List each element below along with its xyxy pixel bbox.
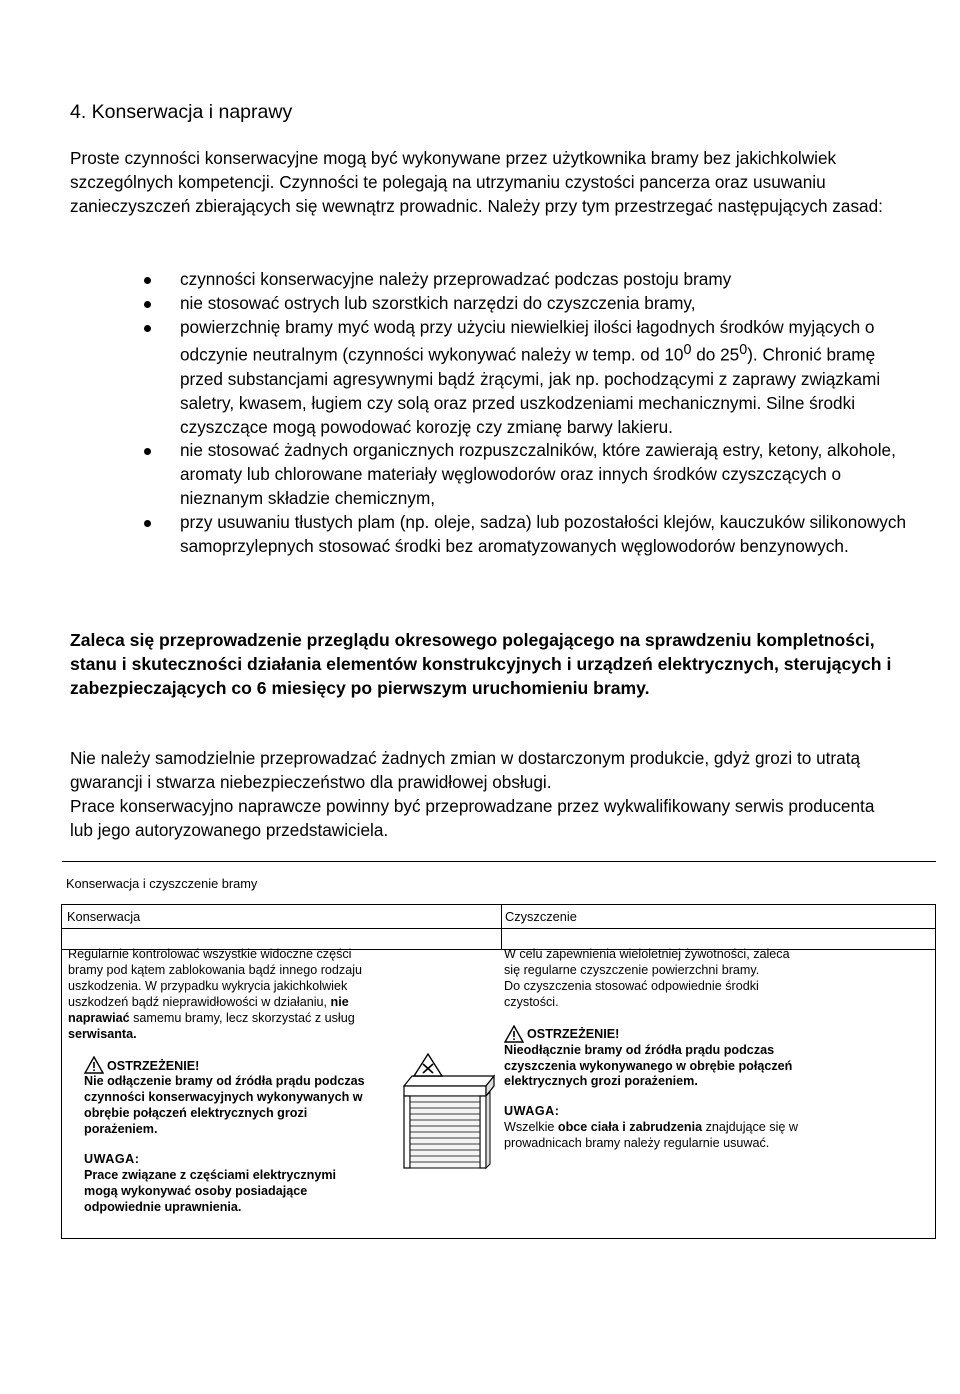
warning-label-line [68, 1056, 368, 1074]
warning-text-bold: Nie odłączenie bramy od źródła prądu podczas czynności konserwacyjnych wykonywanych w obrębie połączeń elektrycznych grozi porażeniem. [84, 1074, 365, 1137]
warning-label-line [504, 1025, 804, 1043]
rule-text: ). Chronić bramę przed substancjami agresywnymi bądź żrącymi, jak np. pochodzącymi z zaprawy związkami saletry, kwasem, ługiem czy solą oraz przed uszkodzeniami mechanicznymi. Silne środki czyszczące mogą powodować korozję czy zmianę barwy lakieru. [180, 345, 881, 437]
text-span: Regularnie kontrolować wszystkie widoczne części bramy pod kątem zablokowania bądź innego rodzaju uszkodzenia. W przypadku wykrycia jakichkolwiek uszkodzeń bądź nieprawidłowości w działaniu, [68, 947, 363, 1009]
rule-text: do 25 [691, 345, 740, 366]
list-item [150, 439, 910, 510]
text-span: Wszelkie [504, 1120, 558, 1135]
warning-text-bold: Nieodłącznie bramy od źródła prądu podczas czyszczenia wykonywanego w obrębie połączeń elektrycznych grozi porażeniem. [504, 1042, 793, 1089]
roller-door-tools-icon [398, 1052, 498, 1172]
note-label-text: UWAGA: [504, 1104, 560, 1119]
emphasis-text: nie naprawiać [68, 994, 349, 1025]
note-label [68, 1152, 368, 1168]
rule-text: powierzchnię bramy myć wodą przy użyciu niewielkiej ilości łagodnych środków myjących o odczynie neutralnym (czynności wykonywać należy w temp. od 10 [180, 316, 875, 366]
cleaning-cell [504, 947, 804, 1152]
text-span: samemu bramy, lecz skorzystać z usług [129, 1010, 355, 1025]
note-text [68, 1168, 368, 1216]
warning-label: OSTRZEŻENIE! [527, 1026, 620, 1041]
warning-triangle-icon [504, 1025, 524, 1043]
rule-text: nie stosować żadnych organicznych rozpuszczalników, które zawierają estry, ketony, alkohole, aromaty lub chlorowane materiały węglowodorów oraz innych środków czyszczących o nieznanym składzie chemicznym, [180, 440, 896, 508]
degree-mark: 0 [739, 342, 748, 359]
column-header-maintenance: Konserwacja [62, 905, 502, 929]
inspection-recommendation: Zaleca się przeprowadzenie przeglądu okresowego polegającego na sprawdzeniu kompletności, stanu i skuteczności działania elementów konstrukcyjnych i urządzeń elektrycznych, sterujących i zabezpieczających co 6 miesięcy po pierwszym uruchomieniu bramy. [70, 630, 892, 698]
list-item [150, 316, 910, 440]
rule-text: przy usuwaniu tłustych plam (np. oleje, sadza) lub pozostałości klejów, kauczuków silikonowych samoprzylepnych stosować środki bez aromatyzowanych węglowodorów benzynowych. [180, 511, 907, 556]
note-text-bold: Prace związane z częściami elektrycznymi mogą wykonywać osoby posiadające odpowiednie uprawnienia. [84, 1167, 337, 1214]
intro-paragraph: Proste czynności konserwacyjne mogą być wykonywane przez użytkownika bramy bez jakichkolwiek szczególnych kompetencji. Czynności te polegają na utrzymaniu czystości pancerza oraz usuwaniu zanieczyszczeń zbierających się wewnątrz prowadnic. Należy przy tym przestrzegać następujących zasad: [70, 148, 883, 216]
section-divider [62, 861, 936, 862]
section-heading: 4. Konserwacja i naprawy [70, 101, 293, 123]
maintenance-rules-list [150, 268, 910, 558]
cleaning-text: Do czyszczenia stosować odpowiednie środki czystości. [504, 978, 759, 1009]
emphasis-text: serwisanta. [68, 1026, 137, 1041]
list-item [150, 268, 910, 292]
service-note: Prace konserwacyjno naprawcze powinny być przeprowadzane przez wykwalifikowany serwis producenta lub jego autoryzowanego przedstawiciela. [70, 796, 875, 840]
warning-triangle-icon [84, 1056, 104, 1074]
warning-text [504, 1043, 804, 1091]
list-item [150, 292, 910, 316]
note-label [504, 1104, 804, 1120]
list-item [150, 511, 910, 559]
note-text [504, 1120, 804, 1152]
column-separator [501, 929, 502, 949]
degree-mark: 0 [683, 342, 692, 359]
note-label-text: UWAGA: [84, 1152, 140, 1167]
warning-label: OSTRZEŻENIE! [107, 1058, 200, 1073]
text-span: znajdujące się w prowadnicach bramy należy regularnie usuwać. [504, 1120, 798, 1151]
changes-warning: Nie należy samodzielnie przeprowadzać żadnych zmian w dostarczonym produkcie, gdyż grozi to utratą gwarancji i stwarza niebezpieczeństwo dla prawidłowej obsługi. [70, 748, 861, 792]
column-header-cleaning: Czyszczenie [502, 905, 935, 929]
warning-text [68, 1074, 368, 1138]
maintenance-cleaning-table [61, 904, 936, 1239]
maintenance-cell [68, 947, 368, 1216]
table-title: Konserwacja i czyszczenie bramy [66, 876, 258, 891]
cleaning-text: W celu zapewnienia wieloletniej żywotności, zaleca się regularne czyszczenie powierzchni bramy. [504, 947, 790, 977]
emphasis-text: obce ciała i zabrudzenia [557, 1120, 703, 1135]
maintenance-text [68, 947, 368, 1042]
rule-text: nie stosować ostrych lub szorstkich narzędzi do czyszczenia bramy, [180, 292, 696, 313]
rule-text: czynności konserwacyjne należy przeprowadzać podczas postoju bramy [180, 269, 732, 289]
